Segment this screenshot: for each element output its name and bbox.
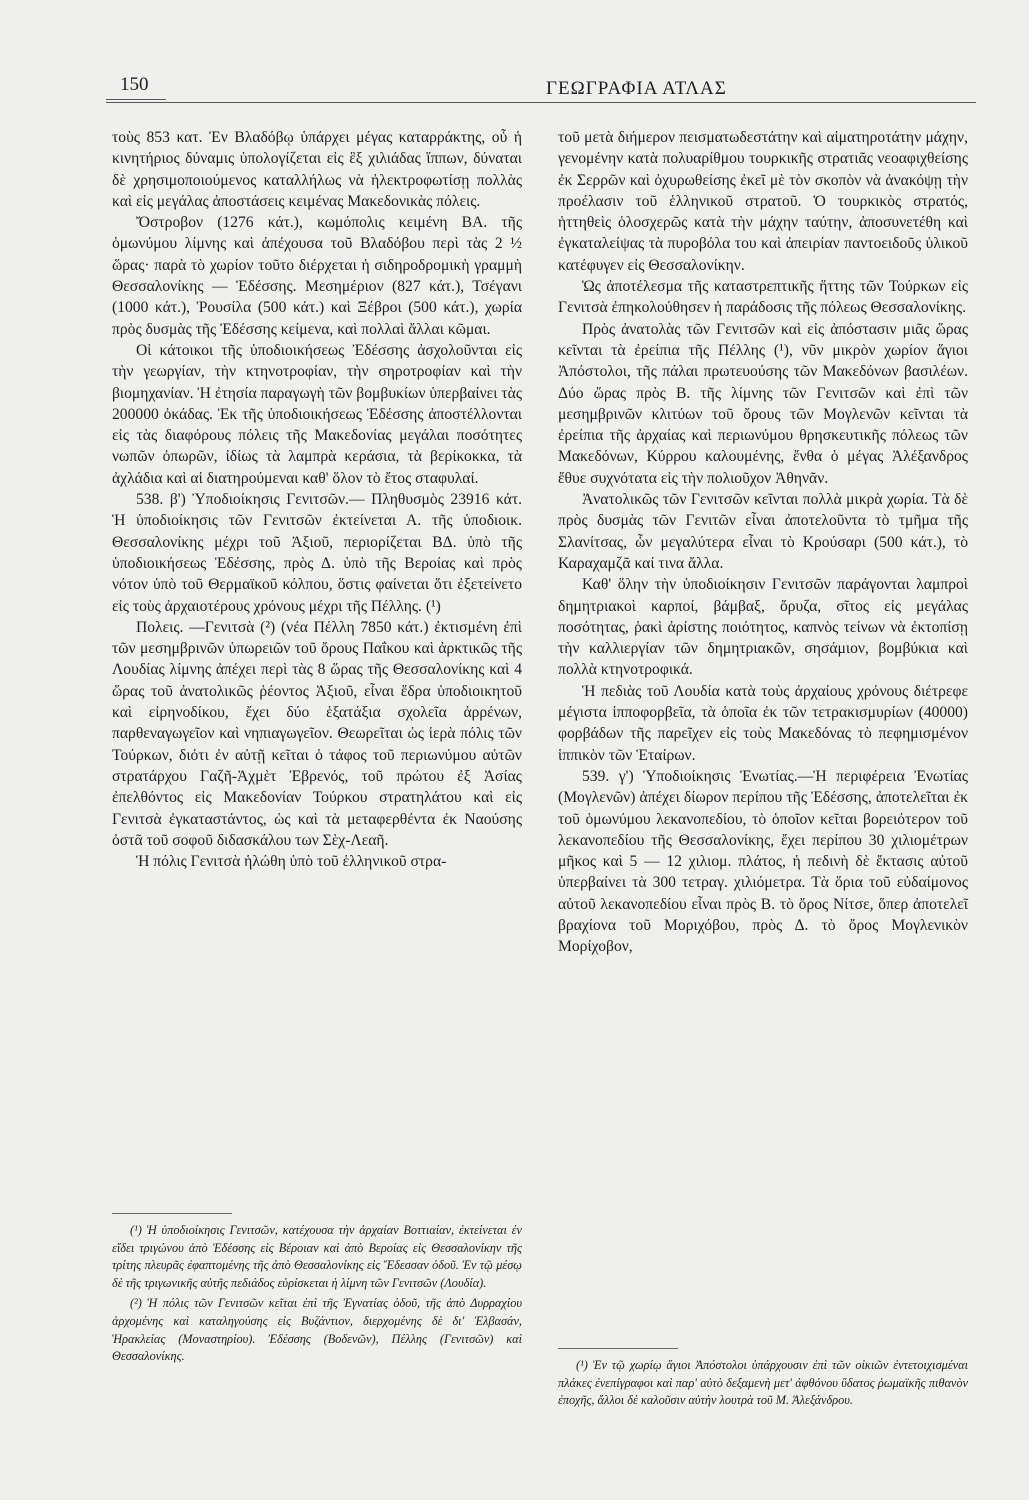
page-number-underline [106,99,166,100]
paragraph: Ὄστροβον (1276 κάτ.), κωμόπολις κειμένη ΒΑ. τῆς ὁμωνύμου λίμνης καὶ ἀπέχουσα τοῦ Βλαδόβου περὶ τὰς 2 ½ ὥρας· παρὰ τὸ χωρίον τοῦτο διέρχεται ἡ σιδηροδρομικὴ γραμμὴ Θεσσαλονίκης — Ἐδέσσης. Μεσημέριον (827 κάτ.), Τσέγανι (1000 κάτ.), Ῥουσίλα (500 κάτ.) καὶ Ξέβροι (500 κάτ.), χωρία πρὸς δυσμὰς τῆς Ἐδέσσης κείμενα, καὶ πολλαὶ ἄλλαι κῶμαι. [112,214,522,338]
paragraph: Ἀνατολικῶς τῶν Γενιτσῶν κεῖνται πολλὰ μικρὰ χωρία. Τὰ δὲ πρὸς δυσμὰς τῶν Γενιτῶν εἶναι ἀποτελοῦντα τὸ τμῆμα τῆς Σλανίτσας, ὧν μεγαλύτερα εἶναι τὸ Κρούσαρι (500 κάτ.), τὸ Καραχαμζᾶ καί τινα ἄλλα. [558,491,968,572]
paragraph: Ἡ πεδιὰς τοῦ Λουδία κατὰ τοὺς ἀρχαίους χρόνους διέτρεφε μέγιστα ἱπποφορβεῖα, τὰ ὁποῖα ἐκ τῶν τετρακισμυρίων (40000) φορβάδων τῆς παρεῖχεν εἰς τοὺς Μακεδόνας τὸ πεφημισμένον ἱππικὸν τῶν Ἑταίρων. [558,682,968,764]
footnote-rule [112,1213,232,1214]
page-number: 150 [120,74,149,95]
paragraph: Πρὸς ἀνατολὰς τῶν Γενιτσῶν καὶ εἰς ἀπόστασιν μιᾶς ὥρας κεῖνται τὰ ἐρείπια τῆς Πέλλης (¹), νῦν μικρὸν χωρίον ἅγιοι Ἀπόστολοι, τῆς πάλαι πρωτευούσης τῶν Μακεδόνων βασιλέων. Δύο ὥρας πρὸς Β. τῆς λίμνης τῶν Γενιτσῶν καὶ ἐπὶ τῶν μεσημβρινῶν κλιτύων τοῦ ὄρους τῶν Μογλενῶν κεῖνται τὰ ἐρείπια τῆς ἀρχαίας καὶ περιωνύμου θρησκευτικῆς πόλεως τῶν Μακεδόνων, Κύρρου καλουμένης, ἔνθα ὁ μέγας Ἀλέξανδρος ἔθυε συχνότατα εἰς τὴν πολιοῦχον Ἀθηνᾶν. [558,320,968,487]
paragraph: Ἡ πόλις Γενιτσὰ ἡλώθη ὑπὸ τοῦ ἑλληνικοῦ στρα- [136,853,447,871]
section-538-paragraph: 538. β') Ὑποδιοίκησις Γενιτσῶν.— Πληθυσμὸς 23916 κάτ. Ἡ ὑποδιοίκησις τῶν Γενιτσῶν ἐκτείνεται Α. τῆς ὑποδιοικ. Θεσσαλονίκης μέχρι τοῦ Ἀξιοῦ, περιορίζεται ΒΔ. ὑπὸ τῆς ὑποδιοικήσεως Ἐδέσσης, πρὸς Δ. ὑπὸ τῆς Βεροίας καὶ πρὸς νότον ὑπὸ τοῦ Θερμαϊκοῦ κόλπου, ὅστις φαίνεται ὅτι ἐξετείνετο εἰς τοὺς ἀρχαιοτέρους χρόνους μέχρι τῆς Πέλλης. (¹) [112,491,522,615]
paragraph: Πολεις. —Γενιτσὰ (²) (νέα Πέλλη 7850 κάτ.) ἐκτισμένη ἐπὶ τῶν μεσημβρινῶν ὑπωρειῶν τοῦ ὄρους Παΐκου καὶ ἀρκτικῶς τῆς Λουδίας λίμνης ἀπέχει περὶ τὰς 8 ὥρας τῆς Θεσσαλονίκης καὶ 4 ὥρας τοῦ ἀνατολικῶς ῥέοντος Ἀξιοῦ, εἶναι ἕδρα ὑποδιοικητοῦ καὶ εἰρηνοδίκου, ἔχει δύο ἑξατάξια σχολεῖα ἀρρένων, παρθεναγωγεῖον καὶ νηπιαγωγεῖον. Θεωρεῖται ὡς ἱερὰ πόλις τῶν Τούρκων, διότι ἐν αὐτῇ κεῖται ὁ τάφος τοῦ περιωνύμου αὐτῶν στρατάρχου Γαζῆ-Ἀχμὲτ Ἐβρενός, τοῦ πρώτου ἐξ Ἀσίας ἐπελθόντος εἰς Μακεδονίαν Τούρκου στρατηλάτου καὶ εἰς Γενιτσὰ ἐγκαταστάντος, ὡς καὶ τὰ μεταφερθέντα ἐκ Ναούσης ὀστᾶ τοῦ σοφοῦ διδασκάλου των Σὲχ-Λεαῆ. [112,618,522,849]
footnote-rule [558,1348,678,1349]
footnote: (¹) Ἡ ὑποδιοίκησις Γενιτσῶν, κατέχουσα τὴν ἀρχαίαν Βοττιαίαν, ἐκτείνεται ἐν εἴδει τριγώνου ἀπὸ Ἐδέσσης εἰς Βέροιαν καὶ ἀπὸ Βεροίας εἰς Θεσσαλονίκην τῆς τρίτης πλευρᾶς ἐφαπτομένης τῆς ἀπὸ Θεσσαλονίκης εἰς Ἔδεσσαν ὁδοῦ. Ἐν τῷ μέσῳ δὲ τῆς τριγωνικῆς αὐτῆς πεδιάδος εὑρίσκεται ἡ λίμνη τῶν Γενιτσῶν (Λουδία). [112,1223,522,1290]
left-column [112,127,522,872]
paragraph: Οἱ κάτοικοι τῆς ὑποδιοικήσεως Ἐδέσσης ἀσχολοῦνται εἰς τὴν γεωργίαν, τὴν κτηνοτροφίαν, τὴν σηροτροφίαν καὶ τὴν βιομηχανίαν. Ἡ ἐτησία παραγωγὴ τῶν βομβυκίων ὑπερβαίνει τὰς 200000 ὀκάδας. Ἐκ τῆς ὑποδιοικήσεως Ἐδέσσης ἀποστέλλονται εἰς τὰς διαφόρους πόλεις τῆς Μακεδονίας μεγάλαι ποσότητες νωπῶν ὀπωρῶν, ἰδίως τὰ λαμπρὰ κεράσια, τὰ βερίκοκκα, τὰ ἀχλάδια καὶ αἱ διατηρούμεναι καθ' ὅλον τὸ ἔτος σταφυλαί. [112,341,522,487]
left-footnotes [112,1213,522,1369]
footnote: (²) Ἡ πόλις τῶν Γενιτσῶν κεῖται ἐπὶ τῆς Ἐγνατίας ὁδοῦ, τῆς ἀπὸ Δυρραχίου ἀρχομένης καὶ καταληγούσης εἰς Βυζάντιον, διερχομένης δὲ δι' Ἐλβασάν, Ἡρακλείας (Μοναστηρίου). Ἐδέσσης (Βοδενῶν), Πέλλης (Γενιτσῶν) καὶ Θεσσαλονίκης. [112,1296,522,1364]
running-title: ΓΕΩΓΡΑΦΙΑ ΑΤΛΑΣ [546,78,727,99]
header-rule [106,102,976,103]
paragraph: Καθ' ὅλην τὴν ὑποδιοίκησιν Γενιτσῶν παράγονται λαμπροὶ δημητριακοὶ καρποί, βάμβαξ, ὄρυζα, σῖτος εἰς μεγάλας ποσότητας, ῥακὶ ἀρίστης ποιότητος, καπνὸς τείνων νὰ ἐκτοπίσῃ τὴν καλλιεργίαν τῶν δημητριακῶν, σησάμιον, βομβύκια καὶ πολλὰ κτηνοτροφικά. [558,576,968,679]
paragraph: Ὡς ἀποτέλεσμα τῆς καταστρεπτικῆς ἥττης τῶν Τούρκων εἰς Γενιτσὰ ἐπηκολούθησεν ἡ παράδοσις τῆς πόλεως Θεσσαλονίκης. [558,278,968,317]
footnote: (¹) Ἐν τῷ χωρίῳ ἅγιοι Ἀπόστολοι ὑπάρχουσιν ἐπὶ τῶν οἰκιῶν ἐντετοιχισμέναι πλάκες ἐνεπίγραφοι καὶ παρ' αὐτὸ δεξαμενὴ μετ' ἀφθόνου ὕδατος ῥωμαϊκῆς πιθανὸν ἐποχῆς, ἄλλοι δὲ καλοῦσιν αὐτὴν λουτρὰ τοῦ Μ. Ἀλεξάνδρου. [558,1358,968,1408]
right-footnotes [558,1348,968,1413]
section-539-paragraph: 539. γ') Ὑποδιοίκησις Ἐνωτίας.—Ἡ περιφέρεια Ἐνωτίας (Μογλενῶν) ἀπέχει δίωρον περίπου τῆς Ἐδέσσης, ἀποτελεῖται ἐκ τοῦ ὁμωνύμου λεκανοπεδίου, τὸ ὁποῖον κεῖται βορειότερον τοῦ λεκανοπεδίου τῆς Θεσσαλονίκης, ἔχει περίπου 30 χιλιομέτρων μῆκος καὶ 5 — 12 χιλιομ. πλάτος, ἡ πεδινὴ δὲ ἔκτασις αὐτοῦ ὑπερβαίνει τὰ 300 τετραγ. χιλιόμετρα. Τὰ ὅρια τοῦ εὐδαίμονος αὐτοῦ λεκανοπεδίου εἶναι πρὸς Β. τὸ ὄρος Νίτσε, ὅπερ ἀποτελεῖ βραχίονα τοῦ Μοριχόβου, πρὸς Δ. τὸ ὄρος Μογλενικὸν Μορίχοβον, [558,767,968,956]
paragraph: τοὺς 853 κατ. Ἐν Βλαδόβῳ ὑπάρχει μέγας καταρράκτης, οὗ ἡ κινητήριος δύναμις ὑπολογίζεται εἰς ἓξ χιλιάδας ἵππων, δύναται δὲ χρησιμοποιούμενος καταλλήλως νὰ ἠλεκτροφωτίσῃ πολλὰς καὶ εἰς μεγάλας ἀποστάσεις κειμένας Μακεδονικὰς πόλεις. [112,129,522,210]
page-header [106,72,976,106]
right-column [558,127,968,958]
paragraph: τοῦ μετὰ διήμερον πεισματωδεστάτην καὶ αἱματηροτάτην μάχην, γενομένην κατὰ πολυαρίθμου τουρκικῆς στρατιᾶς νεοαφιχθείσης ἐκ Σερρῶν καὶ ὀχυρωθείσης ἐκεῖ μὲ τὸν σκοπὸν νὰ ἀνακόψῃ τὴν προέλασιν τοῦ ἑλληνικοῦ στρατοῦ. Ὁ τουρκικὸς στρατός, ἡττηθεὶς ὁλοσχερῶς κατὰ τὴν μάχην ταύτην, ἀποσυνετέθη καὶ ἐγκαταλείψας τὰ πυροβόλα του καὶ ἀπειρίαν παντοειδοῦς ὑλικοῦ κατέφυγεν εἰς Θεσσαλονίκην. [558,129,968,274]
